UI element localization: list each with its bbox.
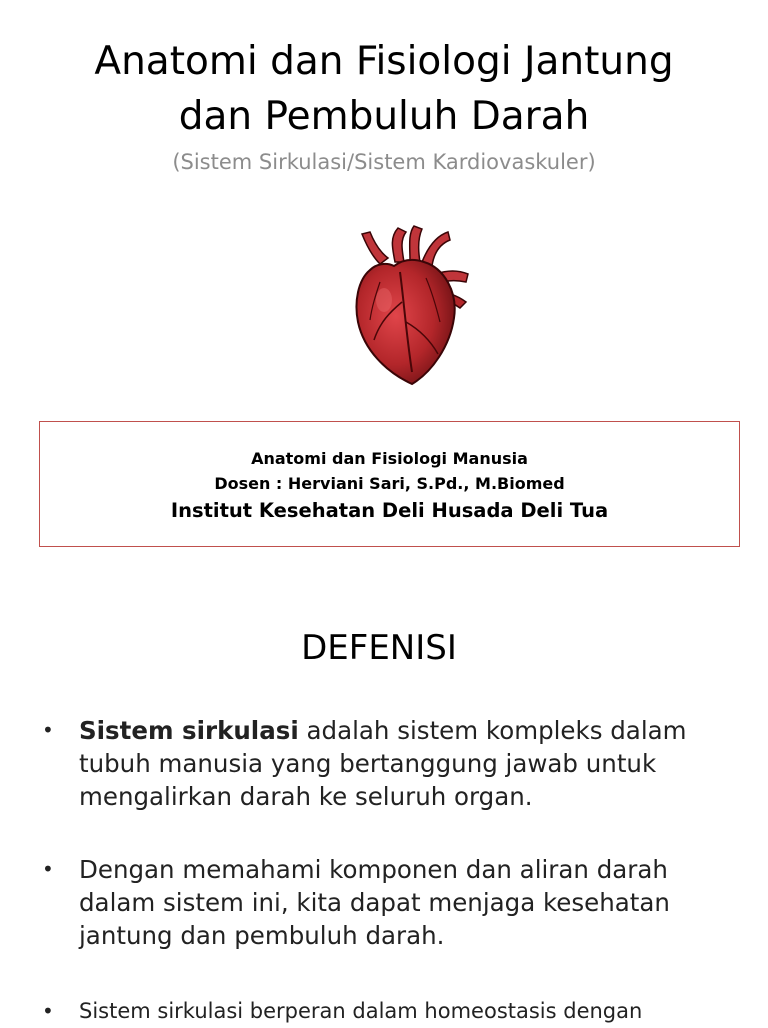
list-item — [42, 853, 732, 952]
bullet-text: Sistem sirkulasi berperan dalam homeostasis dengan — [79, 999, 643, 1023]
anatomical-heart-icon — [340, 222, 480, 390]
list-item — [42, 714, 732, 813]
slide-title — [0, 34, 768, 144]
slide-subtitle: (Sistem Sirkulasi/Sistem Kardiovaskuler) — [172, 150, 596, 174]
section-heading: DEFENISI — [301, 628, 457, 668]
bullet-icon: • — [42, 857, 54, 881]
bullet-text: Dengan memahami komponen dan aliran darah dalam sistem ini, kita dapat menjaga kesehatan jantung dan pembuluh darah. — [79, 855, 670, 950]
institution-name: Institut Kesehatan Deli Husada Deli Tua — [170, 499, 609, 522]
definition-list — [42, 714, 732, 1028]
title-line-2: dan Pembuluh Darah — [178, 94, 590, 139]
title-line-1: Anatomi dan Fisiologi Jantung — [94, 39, 674, 84]
course-name: Anatomi dan Fisiologi Manusia — [251, 449, 528, 468]
bullet-icon: • — [42, 999, 54, 1023]
bullet-bold-term: Sistem sirkulasi — [79, 716, 299, 745]
list-item — [42, 995, 732, 1028]
bullet-text: adalah sistem kompleks dalam tubuh manusia yang bertanggung jawab untuk mengalirkan darah ke seluruh organ. — [79, 716, 687, 811]
bullet-icon: • — [42, 718, 54, 742]
lecturer-name: Dosen : Herviani Sari, S.Pd., M.Biomed — [214, 474, 565, 493]
course-info-box — [39, 421, 740, 547]
